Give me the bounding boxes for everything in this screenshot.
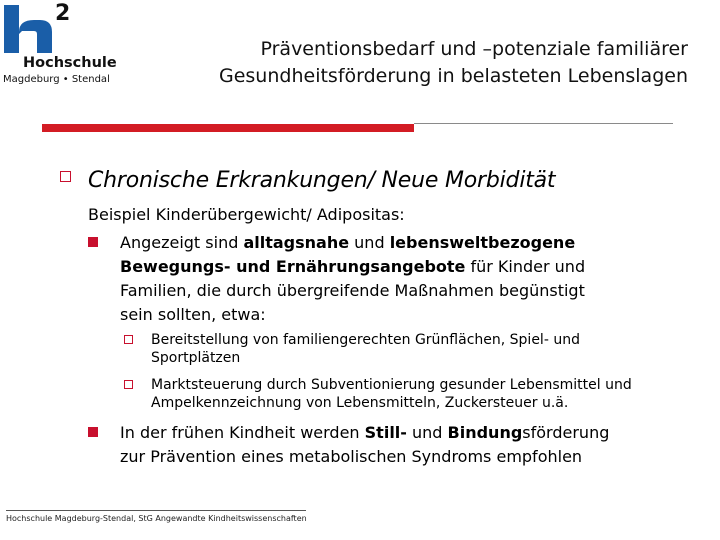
logo-superscript: 2 bbox=[55, 1, 71, 26]
logo-name: Hochschule bbox=[23, 55, 117, 71]
bullet-2-text-a: In der frühen Kindheit werden bbox=[120, 423, 365, 442]
filled-square-bullet-icon bbox=[88, 237, 98, 247]
footer-divider bbox=[6, 510, 306, 511]
bullet-1-line-4: sein sollten, etwa: bbox=[120, 305, 266, 324]
sub-bullet-2-line-1: Marktsteuerung durch Subventionierung gesunder Lebensmittel und bbox=[151, 377, 632, 393]
bullet-1-bold-a: alltagsnahe bbox=[243, 233, 350, 252]
bullet-2-bold-b: Bindung bbox=[447, 423, 523, 442]
bullet-1-text-c: für Kinder und bbox=[465, 257, 586, 276]
bullet-1-bold-b: lebensweltbezogene bbox=[389, 233, 576, 252]
sub-bullet-2-line-2: Ampelkennzeichnung von Lebensmitteln, Zuckersteuer u.ä. bbox=[151, 395, 569, 411]
hollow-square-sub-bullet-icon bbox=[124, 380, 133, 389]
hollow-square-bullet-icon bbox=[60, 171, 71, 182]
university-logo bbox=[0, 0, 125, 95]
sub-bullet-1-line-2: Sportplätzen bbox=[151, 350, 241, 366]
bullet-2-line-1 bbox=[120, 421, 680, 444]
bullet-1-line-3: Familien, die durch übergreifende Maßnahmen begünstigt bbox=[120, 281, 585, 300]
bullet-1-bold-c: Bewegungs- und Ernährungsangebote bbox=[120, 257, 466, 276]
intro-text: Beispiel Kinderübergewicht/ Adipositas: bbox=[88, 205, 405, 224]
bullet-1-text-a: Angezeigt sind bbox=[120, 233, 244, 252]
section-heading: Chronische Erkrankungen/ Neue Morbidität bbox=[88, 168, 556, 193]
title-divider-red bbox=[42, 124, 414, 132]
hollow-square-sub-bullet-icon bbox=[124, 335, 133, 344]
title-line-2: Gesundheitsförderung in belasteten Lebenslagen bbox=[219, 65, 688, 87]
bullet-1-line-2 bbox=[120, 255, 680, 278]
sub-bullet-1-line-1: Bereitstellung von familiengerechten Grünflächen, Spiel- und bbox=[151, 332, 580, 348]
filled-square-bullet-icon bbox=[88, 427, 98, 437]
bullet-1-text-b: und bbox=[349, 233, 390, 252]
bullet-2-text-b: und bbox=[406, 423, 448, 442]
title-line-1: Präventionsbedarf und –potenziale familiärer bbox=[260, 38, 688, 60]
bullet-1-line-1 bbox=[120, 231, 680, 254]
bullet-2-text-c: sförderung bbox=[522, 423, 610, 442]
logo-place: Magdeburg • Stendal bbox=[3, 74, 110, 85]
title-divider-thin bbox=[414, 123, 673, 124]
footer-text: Hochschule Magdeburg-Stendal, StG Angewandte Kindheitswissenschaften bbox=[6, 514, 307, 523]
slide-title bbox=[128, 36, 688, 90]
bullet-2-bold-a: Still- bbox=[364, 423, 407, 442]
logo-stem bbox=[4, 5, 19, 53]
bullet-2-line-2: zur Prävention eines metabolischen Syndroms empfohlen bbox=[120, 447, 583, 466]
logo-arch bbox=[19, 20, 52, 53]
